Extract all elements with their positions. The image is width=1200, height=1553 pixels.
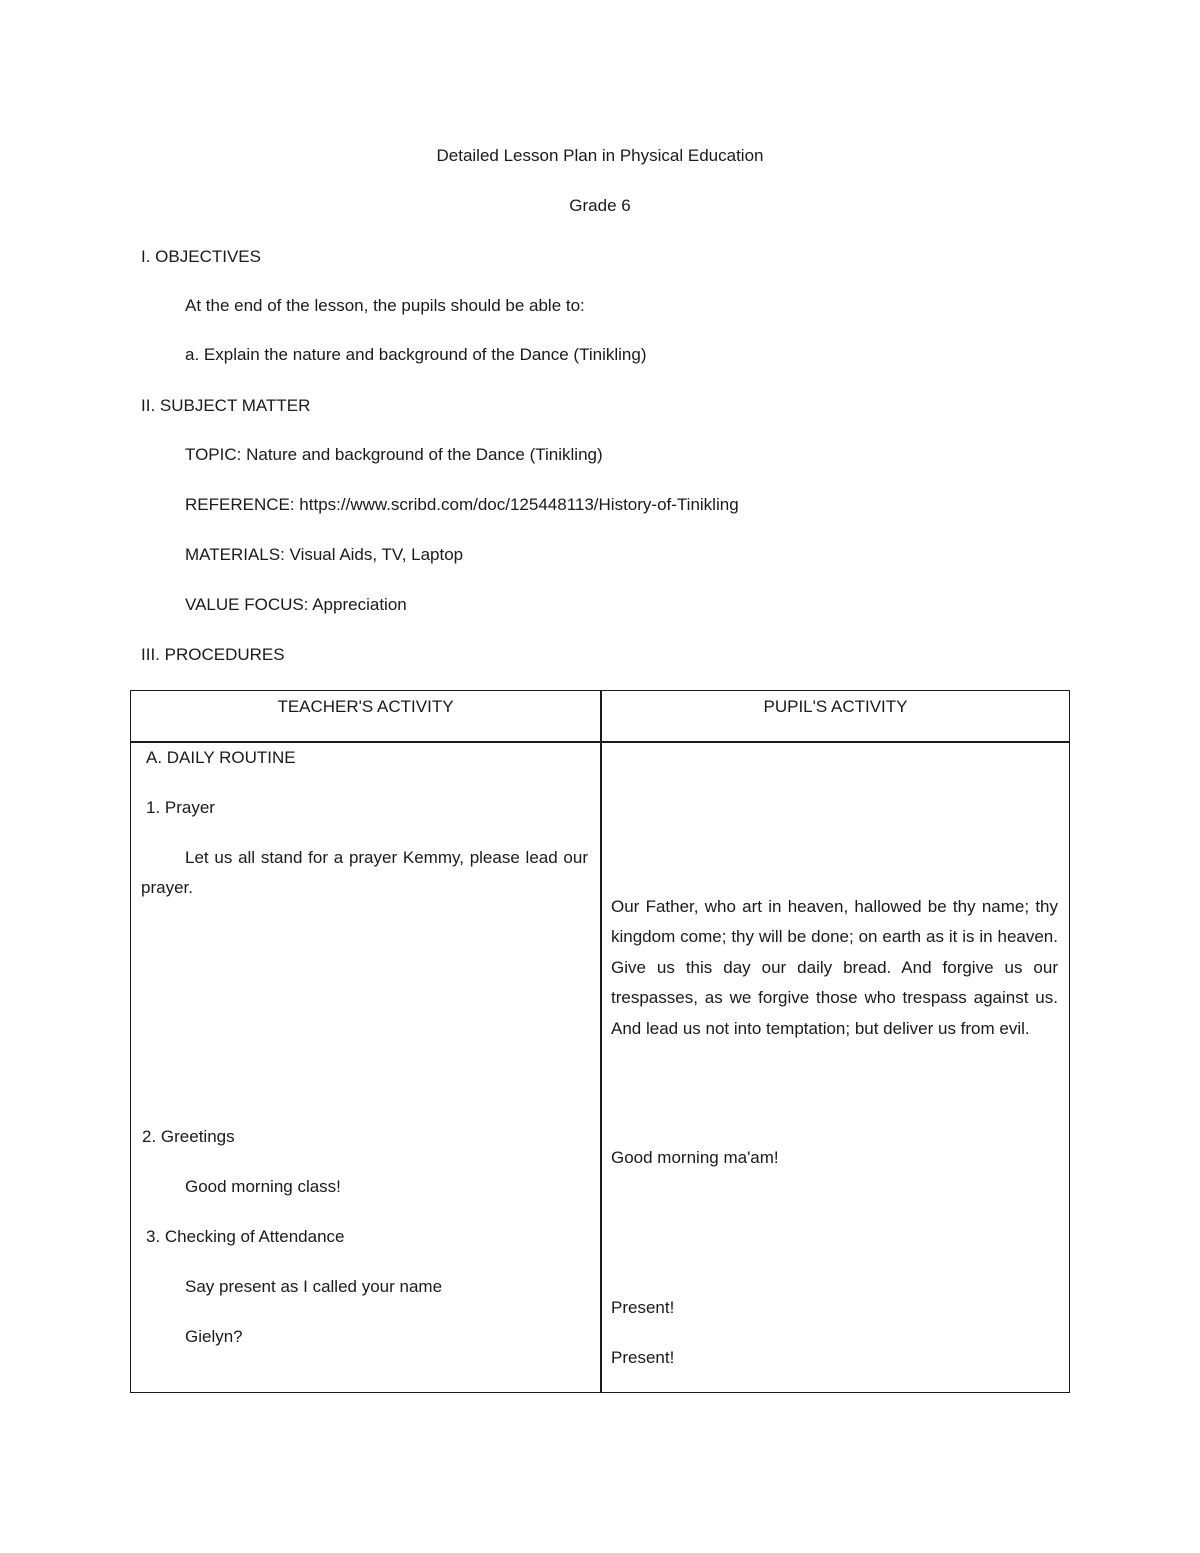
header-divider — [131, 741, 1069, 743]
pupil-activity-header: PUPIL'S ACTIVITY — [763, 697, 908, 716]
objectives-intro: At the end of the lesson, the pupils should be able to: — [185, 296, 585, 315]
subject-matter-heading: II. SUBJECT MATTER — [141, 396, 311, 415]
column-divider — [600, 691, 602, 1392]
prayer-response: Our Father, who art in heaven, hallowed be thy name; thy kingdom come; thy will be done; on earth as it is in heaven. Give us this day our daily bread. And forgive us our trespasses, as we forgive those who trespass against us. And lead us not into temptation; but deliver us from evil. — [611, 897, 1058, 1038]
greetings-label: 2. Greetings — [142, 1127, 235, 1146]
greetings-response: Good morning ma'am! — [611, 1148, 779, 1167]
prayer-label: 1. Prayer — [146, 798, 215, 817]
teacher-activity-header: TEACHER'S ACTIVITY — [277, 697, 454, 716]
procedures-table — [130, 690, 1070, 1393]
topic-line: TOPIC: Nature and background of the Dance (Tinikling) — [185, 445, 603, 464]
attendance-instruction: Say present as I called your name — [185, 1277, 443, 1296]
objective-item: a. Explain the nature and background of the Dance (Tinikling) — [185, 345, 647, 364]
objectives-heading: I. OBJECTIVES — [141, 247, 261, 266]
daily-routine-label: A. DAILY ROUTINE — [146, 748, 296, 767]
prayer-instruction: Let us all stand for a prayer Kemmy, please lead our prayer. — [141, 848, 588, 898]
reference-line: REFERENCE: https://www.scribd.com/doc/125448113/History-of-Tinikling — [185, 495, 739, 514]
grade-level: Grade 6 — [569, 196, 631, 215]
value-focus-line: VALUE FOCUS: Appreciation — [185, 595, 407, 614]
materials-line: MATERIALS: Visual Aids, TV, Laptop — [185, 545, 464, 564]
attendance-label: 3. Checking of Attendance — [146, 1227, 345, 1246]
greetings-text: Good morning class! — [185, 1177, 341, 1196]
attendance-name: Gielyn? — [185, 1327, 243, 1346]
attendance-response: Present! — [611, 1348, 675, 1367]
attendance-response: Present! — [611, 1298, 675, 1317]
procedures-heading: III. PROCEDURES — [141, 645, 285, 664]
document-title: Detailed Lesson Plan in Physical Education — [436, 146, 764, 165]
